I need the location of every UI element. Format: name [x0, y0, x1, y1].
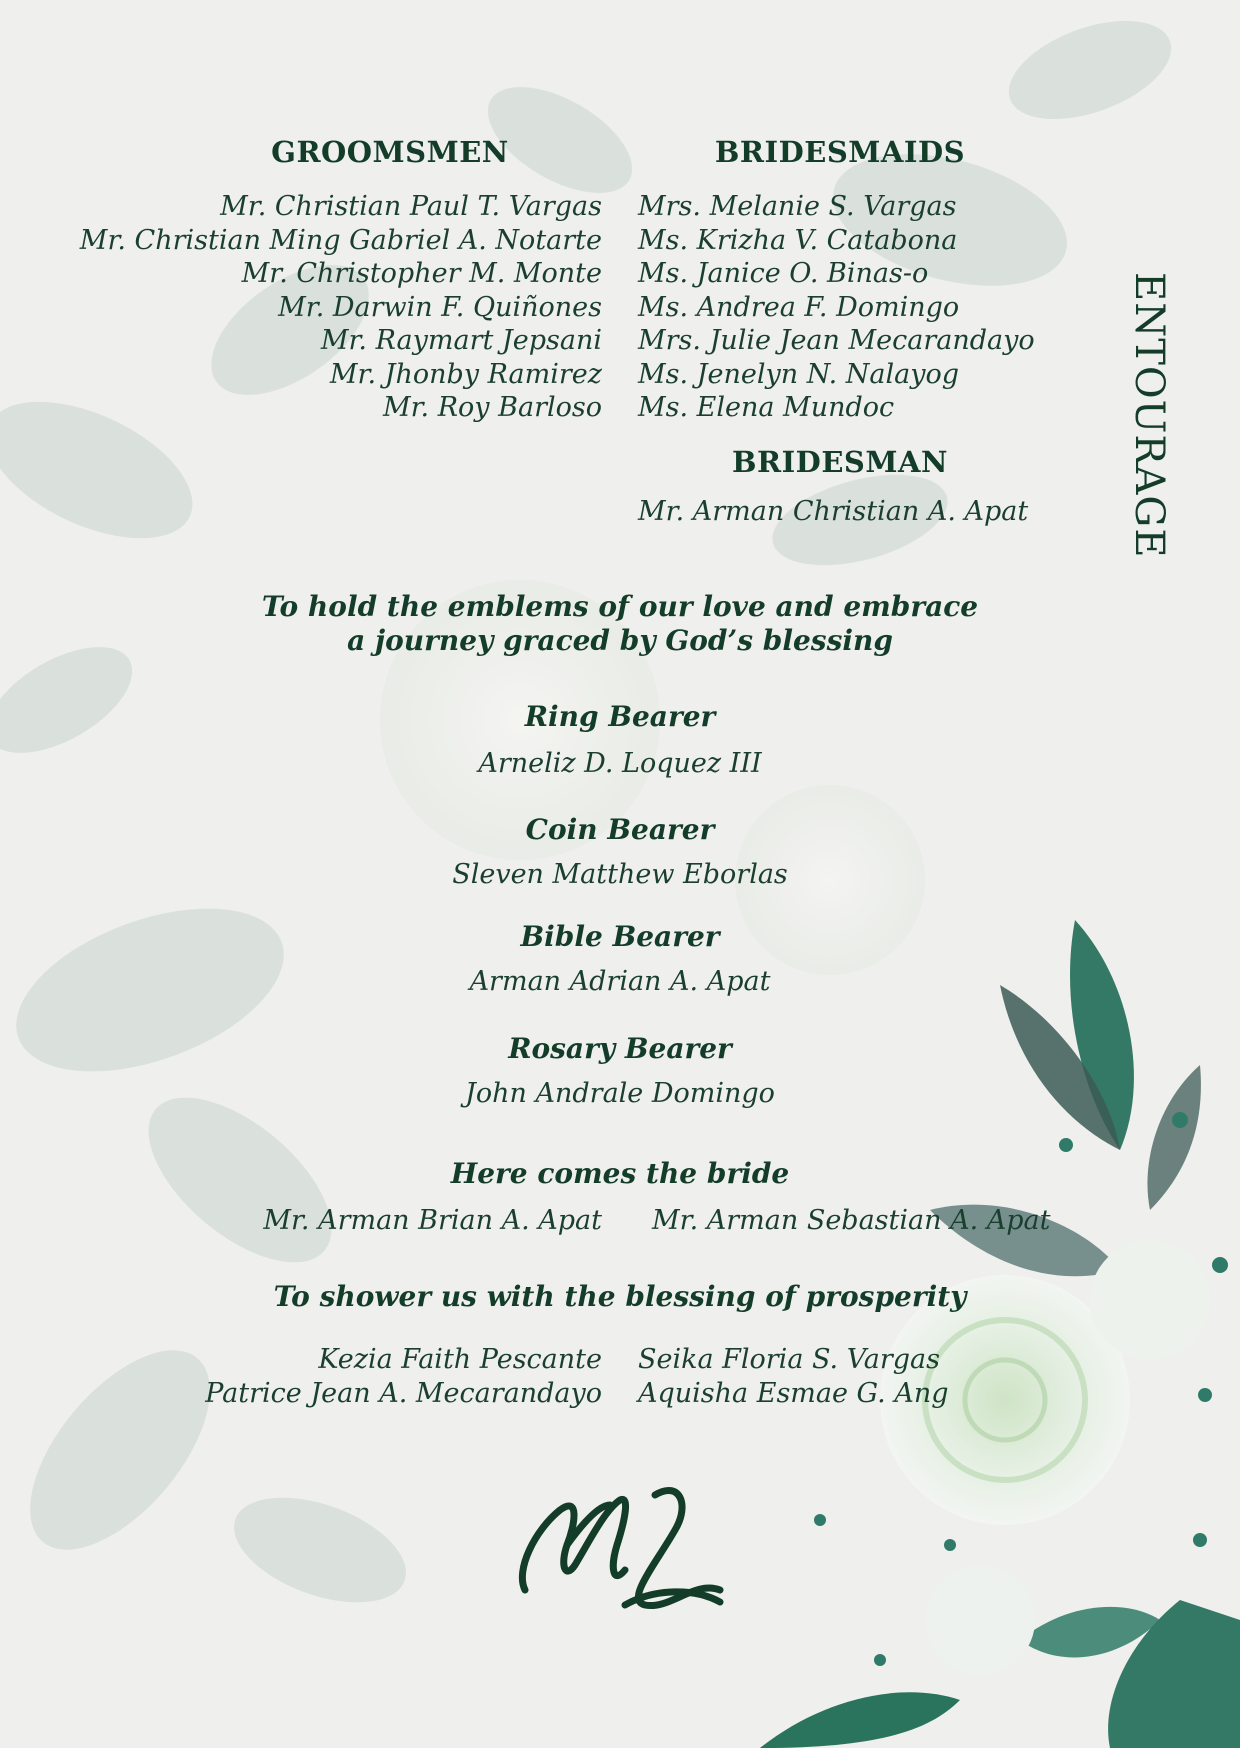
rosary-bearer-name: John Andrale Domingo — [465, 1078, 775, 1109]
emblems-line-1: To hold the emblems of our love and embrace — [261, 590, 979, 623]
list-item: Mrs. Melanie S. Vargas — [638, 191, 957, 222]
list-item: Ms. Janice O. Binas-o — [638, 258, 929, 289]
bride-escort-left: Mr. Arman Brian A. Apat — [263, 1205, 602, 1236]
list-item: Mr. Raymart Jepsani — [320, 325, 602, 356]
list-item: Mr. Christian Paul T. Vargas — [220, 191, 602, 222]
list-item: Mr. Darwin F. Quiñones — [278, 291, 602, 323]
coin-bearer-name: Sleven Matthew Eborlas — [452, 859, 788, 890]
groomsmen-list — [40, 190, 602, 425]
prosperity-right-list — [638, 1343, 1108, 1410]
bridesman-heading: BRIDESMAN — [732, 445, 948, 479]
ml-monogram-logo — [505, 1470, 735, 1620]
bride-escort-right: Mr. Arman Sebastian A. Apat — [652, 1205, 1051, 1236]
emblems-caption — [140, 590, 1100, 658]
bride-heading: Here comes the bride — [450, 1157, 790, 1190]
rosary-bearer-role: Rosary Bearer — [508, 1032, 732, 1065]
prosperity-left-list — [100, 1343, 602, 1410]
list-item: Seika Floria S. Vargas — [638, 1344, 940, 1375]
list-item: Ms. Jenelyn N. Nalayog — [638, 358, 960, 390]
bible-bearer-role: Bible Bearer — [520, 920, 720, 953]
list-item: Mr. Roy Barloso — [382, 392, 602, 423]
list-item: Ms. Andrea F. Domingo — [638, 291, 960, 323]
bridesmaids-list — [638, 190, 1108, 425]
bible-bearer-name: Arman Adrian A. Apat — [469, 966, 771, 997]
list-item: Patrice Jean A. Mecarandayo — [205, 1377, 602, 1409]
list-item: Mr. Jhonby Ramirez — [329, 358, 602, 390]
coin-bearer-role: Coin Bearer — [525, 813, 715, 846]
list-item: Mr. Christian Ming Gabriel A. Notarte — [79, 224, 602, 256]
ring-bearer-role: Ring Bearer — [524, 700, 716, 733]
ring-bearer-name: Arneliz D. Loquez III — [478, 748, 762, 779]
list-item: Kezia Faith Pescante — [318, 1344, 602, 1375]
bridesman-name: Mr. Arman Christian A. Apat — [638, 496, 1029, 527]
list-item: Ms. Krizha V. Catabona — [638, 224, 958, 256]
entourage-title: ENTOURAGE — [1126, 272, 1172, 559]
emblems-line-2: a journey graced by God’s blessing — [347, 624, 893, 657]
list-item: Ms. Elena Mundoc — [638, 392, 895, 423]
list-item: Mr. Christopher M. Monte — [241, 258, 602, 289]
list-item: Aquisha Esmae G. Ang — [638, 1377, 949, 1409]
groomsmen-heading: GROOMSMEN — [271, 135, 509, 169]
bridesmaids-heading: BRIDESMAIDS — [714, 135, 966, 169]
list-item: Mrs. Julie Jean Mecarandayo — [638, 325, 1035, 356]
prosperity-heading: To shower us with the blessing of prosperity — [273, 1280, 967, 1313]
